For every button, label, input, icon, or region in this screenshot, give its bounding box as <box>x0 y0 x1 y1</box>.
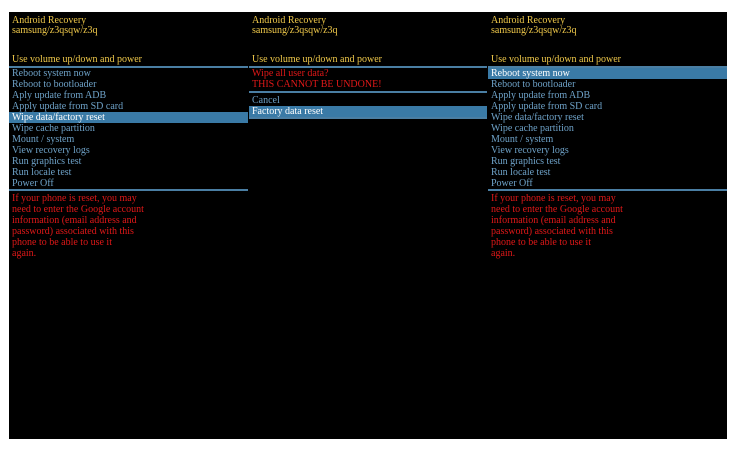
divider-bottom <box>249 117 487 119</box>
navigation-prompt: Use volume up/down and power <box>12 54 142 65</box>
menu-item-apply-update-sd[interactable]: Apply update from SD card <box>12 101 124 112</box>
divider-bottom <box>488 189 727 191</box>
divider-middle <box>249 91 487 93</box>
recovery-menu <box>488 68 727 189</box>
menu-item-mount-system[interactable]: Mount / system <box>491 134 554 145</box>
menu-item-wipe-data[interactable]: Wipe data/factory reset <box>9 112 248 123</box>
menu-item-apply-update-sd[interactable]: Apply update from SD card <box>491 101 603 112</box>
recovery-title: Android Recovery <box>252 15 327 26</box>
reset-note: If your phone is reset, you may need to enter the Google account information (email address and password) associated with this phone to be able to use it again. <box>12 193 144 259</box>
menu-item-apply-update-adb[interactable]: Aply update from ADB <box>12 90 107 101</box>
confirm-option-cancel[interactable]: Cancel <box>252 95 280 106</box>
menu-item-power-off[interactable]: Power Off <box>12 178 54 189</box>
menu-item-reboot-bootloader[interactable]: Reboot to bootloader <box>491 79 576 90</box>
divider-bottom <box>9 189 248 191</box>
confirm-menu <box>249 95 487 117</box>
recovery-panel-confirm <box>249 12 487 439</box>
menu-item-power-off[interactable]: Power Off <box>491 178 533 189</box>
undo-warning: THIS CANNOT BE UNDONE! <box>252 79 382 90</box>
recovery-title: Android Recovery <box>491 15 566 26</box>
menu-item-view-logs[interactable]: View recovery logs <box>12 145 90 156</box>
device-name: samsung/z3qsqw/z3q <box>12 25 98 36</box>
recovery-menu <box>9 68 248 189</box>
menu-item-graphics-test[interactable]: Run graphics test <box>491 156 561 167</box>
reset-note: If your phone is reset, you may need to enter the Google account information (email address and password) associated with this phone to be able to use it again. <box>491 193 623 259</box>
menu-item-reboot-system[interactable]: Reboot system now <box>488 68 727 79</box>
device-name: samsung/z3qsqw/z3q <box>252 25 338 36</box>
navigation-prompt: Use volume up/down and power <box>491 54 621 65</box>
navigation-prompt: Use volume up/down and power <box>252 54 382 65</box>
menu-item-apply-update-adb[interactable]: Apply update from ADB <box>491 90 591 101</box>
wipe-warning <box>252 68 382 90</box>
wipe-question: Wipe all user data? <box>252 68 329 79</box>
device-name: samsung/z3qsqw/z3q <box>491 25 577 36</box>
menu-item-view-logs[interactable]: View recovery logs <box>491 145 569 156</box>
recovery-panel-main-menu <box>9 12 248 439</box>
menu-item-locale-test[interactable]: Run locale test <box>12 167 72 178</box>
recovery-title: Android Recovery <box>12 15 87 26</box>
menu-item-wipe-cache[interactable]: Wipe cache partition <box>12 123 95 134</box>
menu-item-reboot-system[interactable]: Reboot system now <box>12 68 91 79</box>
menu-item-reboot-bootloader[interactable]: Reboot to bootloader <box>12 79 97 90</box>
menu-item-wipe-cache[interactable]: Wipe cache partition <box>491 123 574 134</box>
menu-item-locale-test[interactable]: Run locale test <box>491 167 551 178</box>
menu-item-wipe-data[interactable]: Wipe data/factory reset <box>491 112 584 123</box>
recovery-panel-reboot <box>488 12 727 439</box>
confirm-option-factory-reset[interactable]: Factory data reset <box>249 106 487 117</box>
menu-item-mount-system[interactable]: Mount / system <box>12 134 75 145</box>
recovery-screens <box>9 12 727 439</box>
menu-item-graphics-test[interactable]: Run graphics test <box>12 156 82 167</box>
